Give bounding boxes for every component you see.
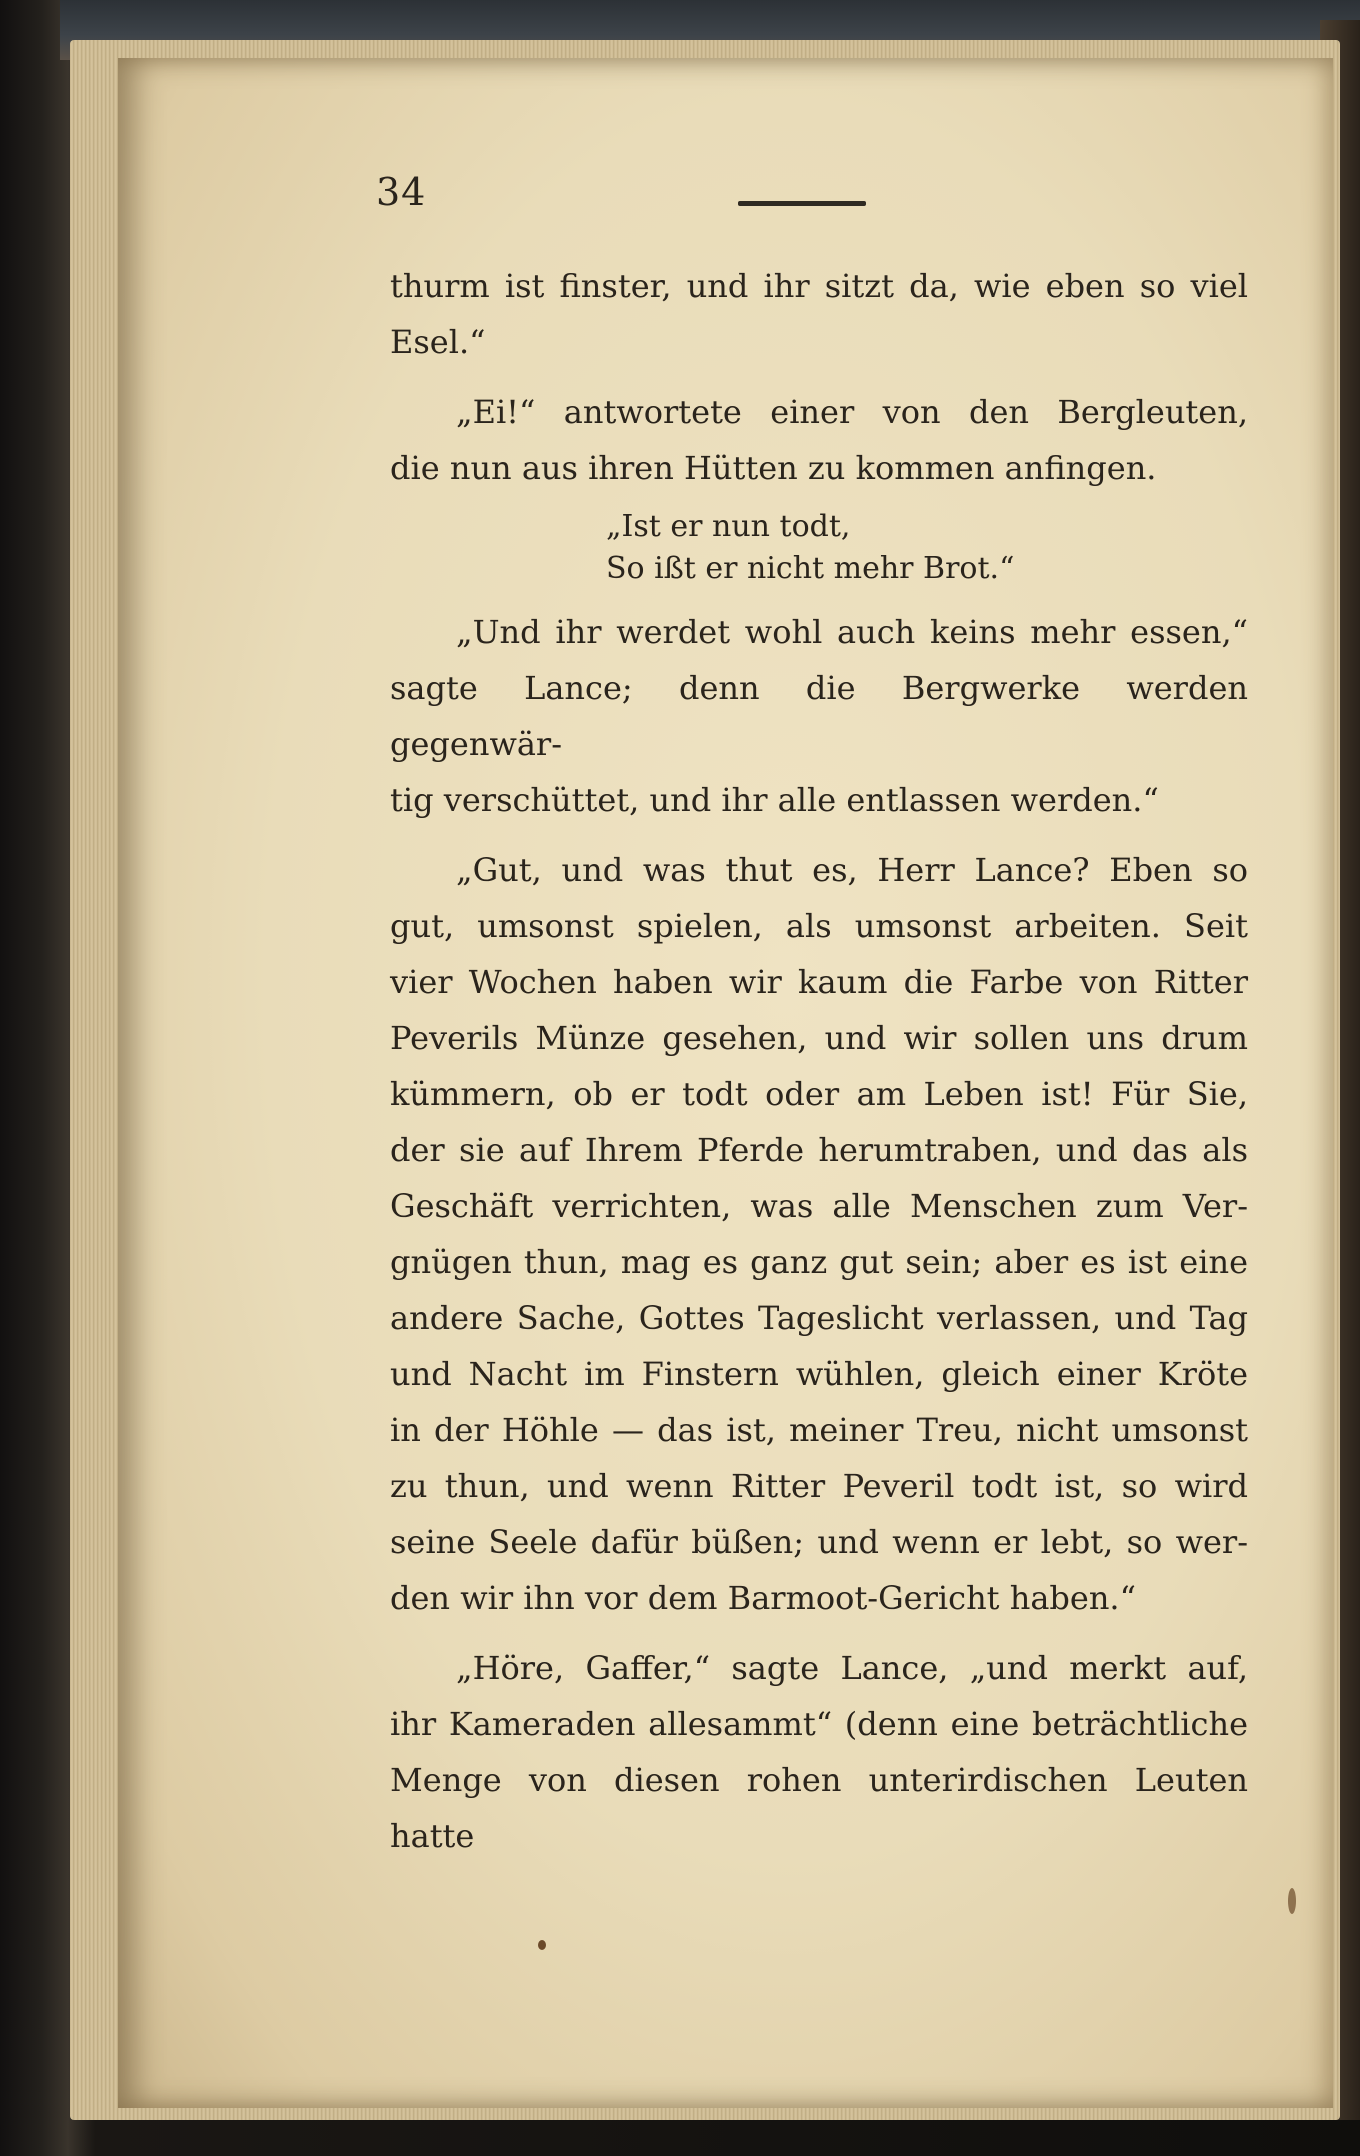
text-line: und Nacht im Finstern wühlen, gleich einer Kröte — [390, 1355, 1248, 1393]
text-line: die nun aus ihren Hütten zu kommen anfingen. — [390, 449, 1157, 487]
paragraph-5 — [390, 1640, 1248, 1864]
text-line: sagte Lance; denn die Bergwerke werden gegenwär- — [390, 669, 1248, 763]
text-line: der sie auf Ihrem Pferde herumtraben, und das als — [390, 1131, 1248, 1169]
paragraph-1 — [390, 258, 1248, 370]
text-line: vier Wochen haben wir kaum die Farbe von Ritter — [390, 963, 1248, 1001]
text-line: kümmern, ob er todt oder am Leben ist! Für Sie, — [390, 1075, 1248, 1113]
text-line: „Ei!“ antwortete einer von den Bergleuten, — [456, 393, 1248, 431]
text-line: thurm ist finster, und ihr sitzt da, wie eben so viel — [390, 267, 1248, 305]
text-line: Peverils Münze gesehen, und wir sollen uns drum — [390, 1019, 1248, 1057]
text-line: Geschäft verrichten, was alle Menschen zum Ver- — [390, 1187, 1248, 1225]
header-rule — [738, 201, 866, 206]
text-line: tig verschüttet, und ihr alle entlassen werden.“ — [390, 781, 1159, 819]
text-line: seine Seele dafür büßen; und wenn er lebt, so wer- — [390, 1523, 1248, 1561]
ink-spot — [1288, 1888, 1296, 1914]
verse-line: So ißt er nicht mehr Brot.“ — [606, 551, 1015, 586]
text-line: „Und ihr werdet wohl auch keins mehr essen,“ — [456, 613, 1248, 651]
text-line: in der Höhle — das ist, meiner Treu, nicht umsonst — [390, 1411, 1248, 1449]
text-line: gut, umsonst spielen, als umsonst arbeiten. Seit — [390, 907, 1248, 945]
text-line: zu thun, und wenn Ritter Peveril todt ist, so wird — [390, 1467, 1248, 1505]
paragraph-4 — [390, 842, 1248, 1626]
paragraph-2 — [390, 384, 1248, 496]
page-number: 34 — [376, 170, 427, 214]
text-line: „Höre, Gaffer,“ sagte Lance, „und merkt auf, — [456, 1649, 1248, 1687]
verse-block — [390, 506, 1248, 590]
text-line: den wir ihn vor dem Barmoot-Gericht haben.“ — [390, 1579, 1136, 1617]
text-line: Esel.“ — [390, 323, 486, 361]
paragraph-3 — [390, 604, 1248, 828]
ink-spot — [538, 1940, 546, 1950]
text-line: andere Sache, Gottes Tageslicht verlassen, und Tag — [390, 1299, 1248, 1337]
text-line: gnügen thun, mag es ganz gut sein; aber es ist eine — [390, 1243, 1248, 1281]
text-line: ihr Kameraden allesammt“ (denn eine beträchtliche — [390, 1705, 1248, 1743]
verse-line: „Ist er nun todt, — [606, 509, 851, 544]
text-line: Menge von diesen rohen unterirdischen Leuten hatte — [390, 1761, 1248, 1855]
body-text — [390, 258, 1248, 1864]
text-line: „Gut, und was thut es, Herr Lance? Eben so — [456, 851, 1248, 889]
